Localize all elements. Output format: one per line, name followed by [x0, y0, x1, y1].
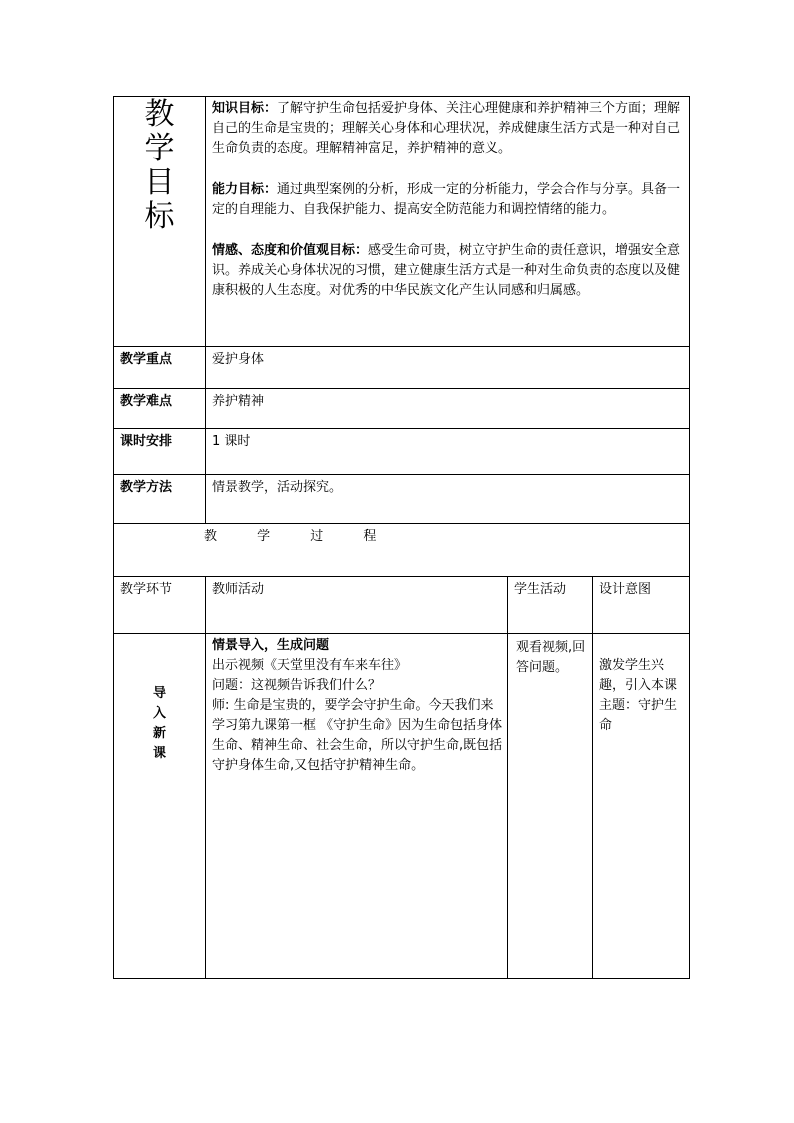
process-title: 教 学 过 程	[114, 524, 690, 577]
intro-row	[114, 634, 690, 979]
knowledge-goal-label: 知识目标：	[212, 101, 278, 116]
teacher-activity	[206, 634, 508, 979]
goals-heading-char: 教	[144, 97, 175, 132]
method-label: 教学方法	[114, 475, 206, 524]
difficulty-row	[114, 389, 690, 429]
key-point-value: 爱护身体	[206, 347, 690, 389]
teacher-line: 问题：这视频告诉我们什么？	[212, 678, 382, 693]
teacher-line: 师: 生命是宝贵的，要学会守护生命。今天我们来学习第九课第一框 《守护生命》因为生命包括身体生命、精神生命、社会生命，所以守护生命,既包括守护身体生命,又包括守护精神生命。	[212, 698, 503, 773]
ability-goal-text: 通过典型案例的分析，形成一定的分析能力，学会合作与分享。具备一定的自理能力、自我保护能力、提高安全防范能力和调控情绪的能力。	[212, 182, 681, 217]
knowledge-goal	[212, 99, 687, 159]
difficulty-value: 养护精神	[206, 389, 690, 429]
design-intent: 激发学生兴趣，引入本课主题：守护生命	[593, 634, 690, 979]
col-teacher: 教师活动	[206, 577, 508, 634]
teacher-heading: 情景导入，生成问题	[212, 638, 330, 653]
ability-goal-label: 能力目标：	[212, 182, 278, 197]
intro-stage	[114, 634, 206, 979]
method-value: 情景教学，活动探究。	[206, 475, 690, 524]
intro-stage-char: 课	[152, 746, 166, 761]
schedule-row	[114, 429, 690, 475]
difficulty-label: 教学难点	[114, 389, 206, 429]
goals-content	[206, 97, 690, 347]
intro-stage-char: 入	[152, 706, 166, 721]
schedule-value: 1 课时	[206, 429, 690, 475]
teacher-line: 出示视频《天堂里没有车来车往》	[212, 658, 408, 673]
lesson-plan-table	[113, 96, 690, 979]
intro-stage-char: 新	[152, 726, 166, 741]
col-stage: 教学环节	[114, 577, 206, 634]
column-header-row	[114, 577, 690, 634]
ability-goal	[212, 180, 687, 220]
goals-heading-char: 目	[144, 165, 175, 200]
goals-heading-char: 学	[144, 131, 175, 166]
goals-heading	[114, 97, 206, 347]
goals-row	[114, 97, 690, 347]
col-student: 学生活动	[508, 577, 593, 634]
col-design: 设计意图	[593, 577, 690, 634]
emotion-goal-text: 感受生命可贵，树立守护生命的责任意识，增强安全意识。养成关心身体状况的习惯，建立健康生活方式是一种对生命负责的态度以及健康积极的人生态度。对优秀的中华民族文化产生认同感和归属感。	[212, 243, 681, 298]
method-row	[114, 475, 690, 524]
schedule-label: 课时安排	[114, 429, 206, 475]
goals-heading-char: 标	[144, 199, 175, 234]
student-activity: 观看视频,回答问题。	[508, 634, 593, 979]
process-title-row	[114, 524, 690, 577]
key-point-row	[114, 347, 690, 389]
emotion-goal-label: 情感、态度和价值观目标：	[212, 243, 369, 258]
intro-stage-char: 导	[152, 686, 166, 701]
key-point-label: 教学重点	[114, 347, 206, 389]
knowledge-goal-text: 了解守护生命包括爱护身体、关注心理健康和养护精神三个方面；理解自己的生命是宝贵的；理解关心身体和心理状况，养成健康生活方式是一种对自己生命负责的态度。理解精神富足，养护精神的意义。	[212, 101, 681, 156]
emotion-goal	[212, 241, 687, 301]
